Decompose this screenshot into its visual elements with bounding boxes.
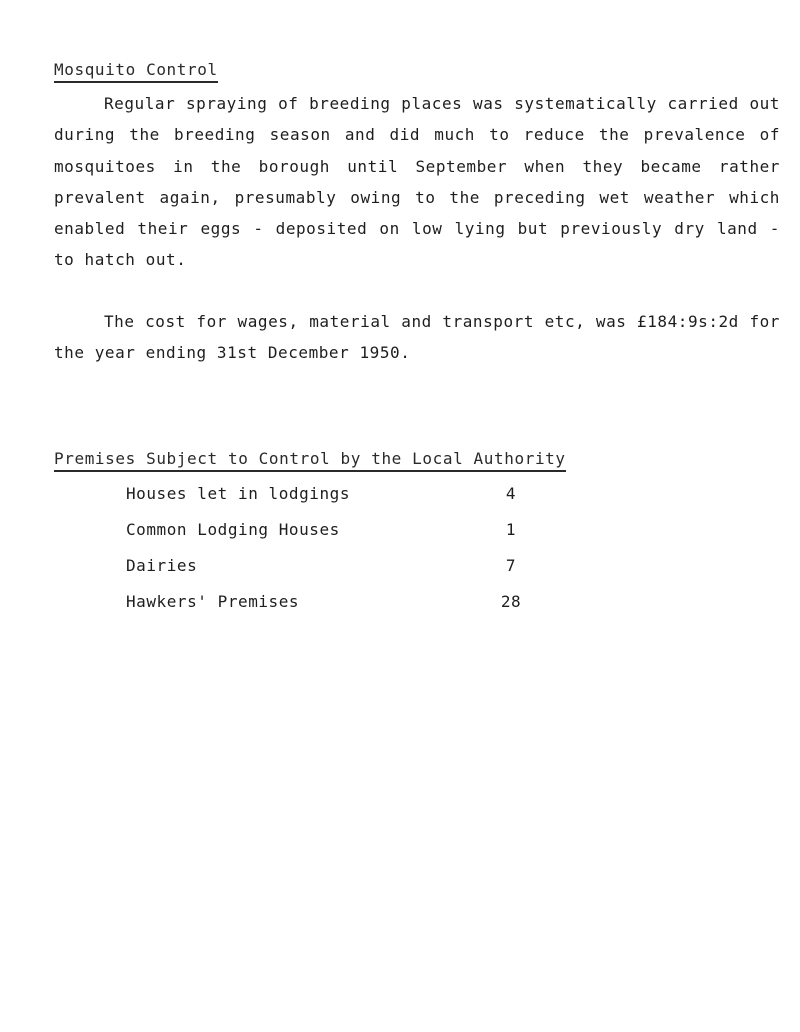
- premises-count: 7: [505, 556, 517, 575]
- premises-label: Houses let in lodgings: [126, 484, 351, 503]
- premises-count: 4: [505, 484, 517, 503]
- mosquito-cost-paragraph: The cost for wages, material and transport etc, was £184:9s:2d for the year ending 31st December 1950.: [54, 312, 780, 363]
- mosquito-control-heading: Mosquito Control: [54, 60, 218, 83]
- premises-row-dairies: [126, 556, 526, 592]
- premises-row-hawkers: [126, 592, 526, 628]
- mosquito-spraying-paragraph: Regular spraying of breeding places was systematically carried out during the breeding season and did much to reduce the prevalence of mosquitoes in the borough until September when they became rather prevalent again, presumably owing to the preceding wet weather which enabled their eggs - deposited on low lying but previously dry land - to hatch out.: [54, 94, 780, 270]
- premises-row-lodgings: [126, 484, 526, 520]
- premises-label: Common Lodging Houses: [126, 520, 340, 539]
- premises-label: Hawkers' Premises: [126, 592, 300, 611]
- premises-count: 28: [500, 592, 522, 611]
- premises-label: Dairies: [126, 556, 198, 575]
- premises-count: 1: [505, 520, 517, 539]
- premises-control-heading: Premises Subject to Control by the Local Authority: [54, 449, 566, 472]
- premises-list: [126, 484, 526, 628]
- premises-row-common-lodging: [126, 520, 526, 556]
